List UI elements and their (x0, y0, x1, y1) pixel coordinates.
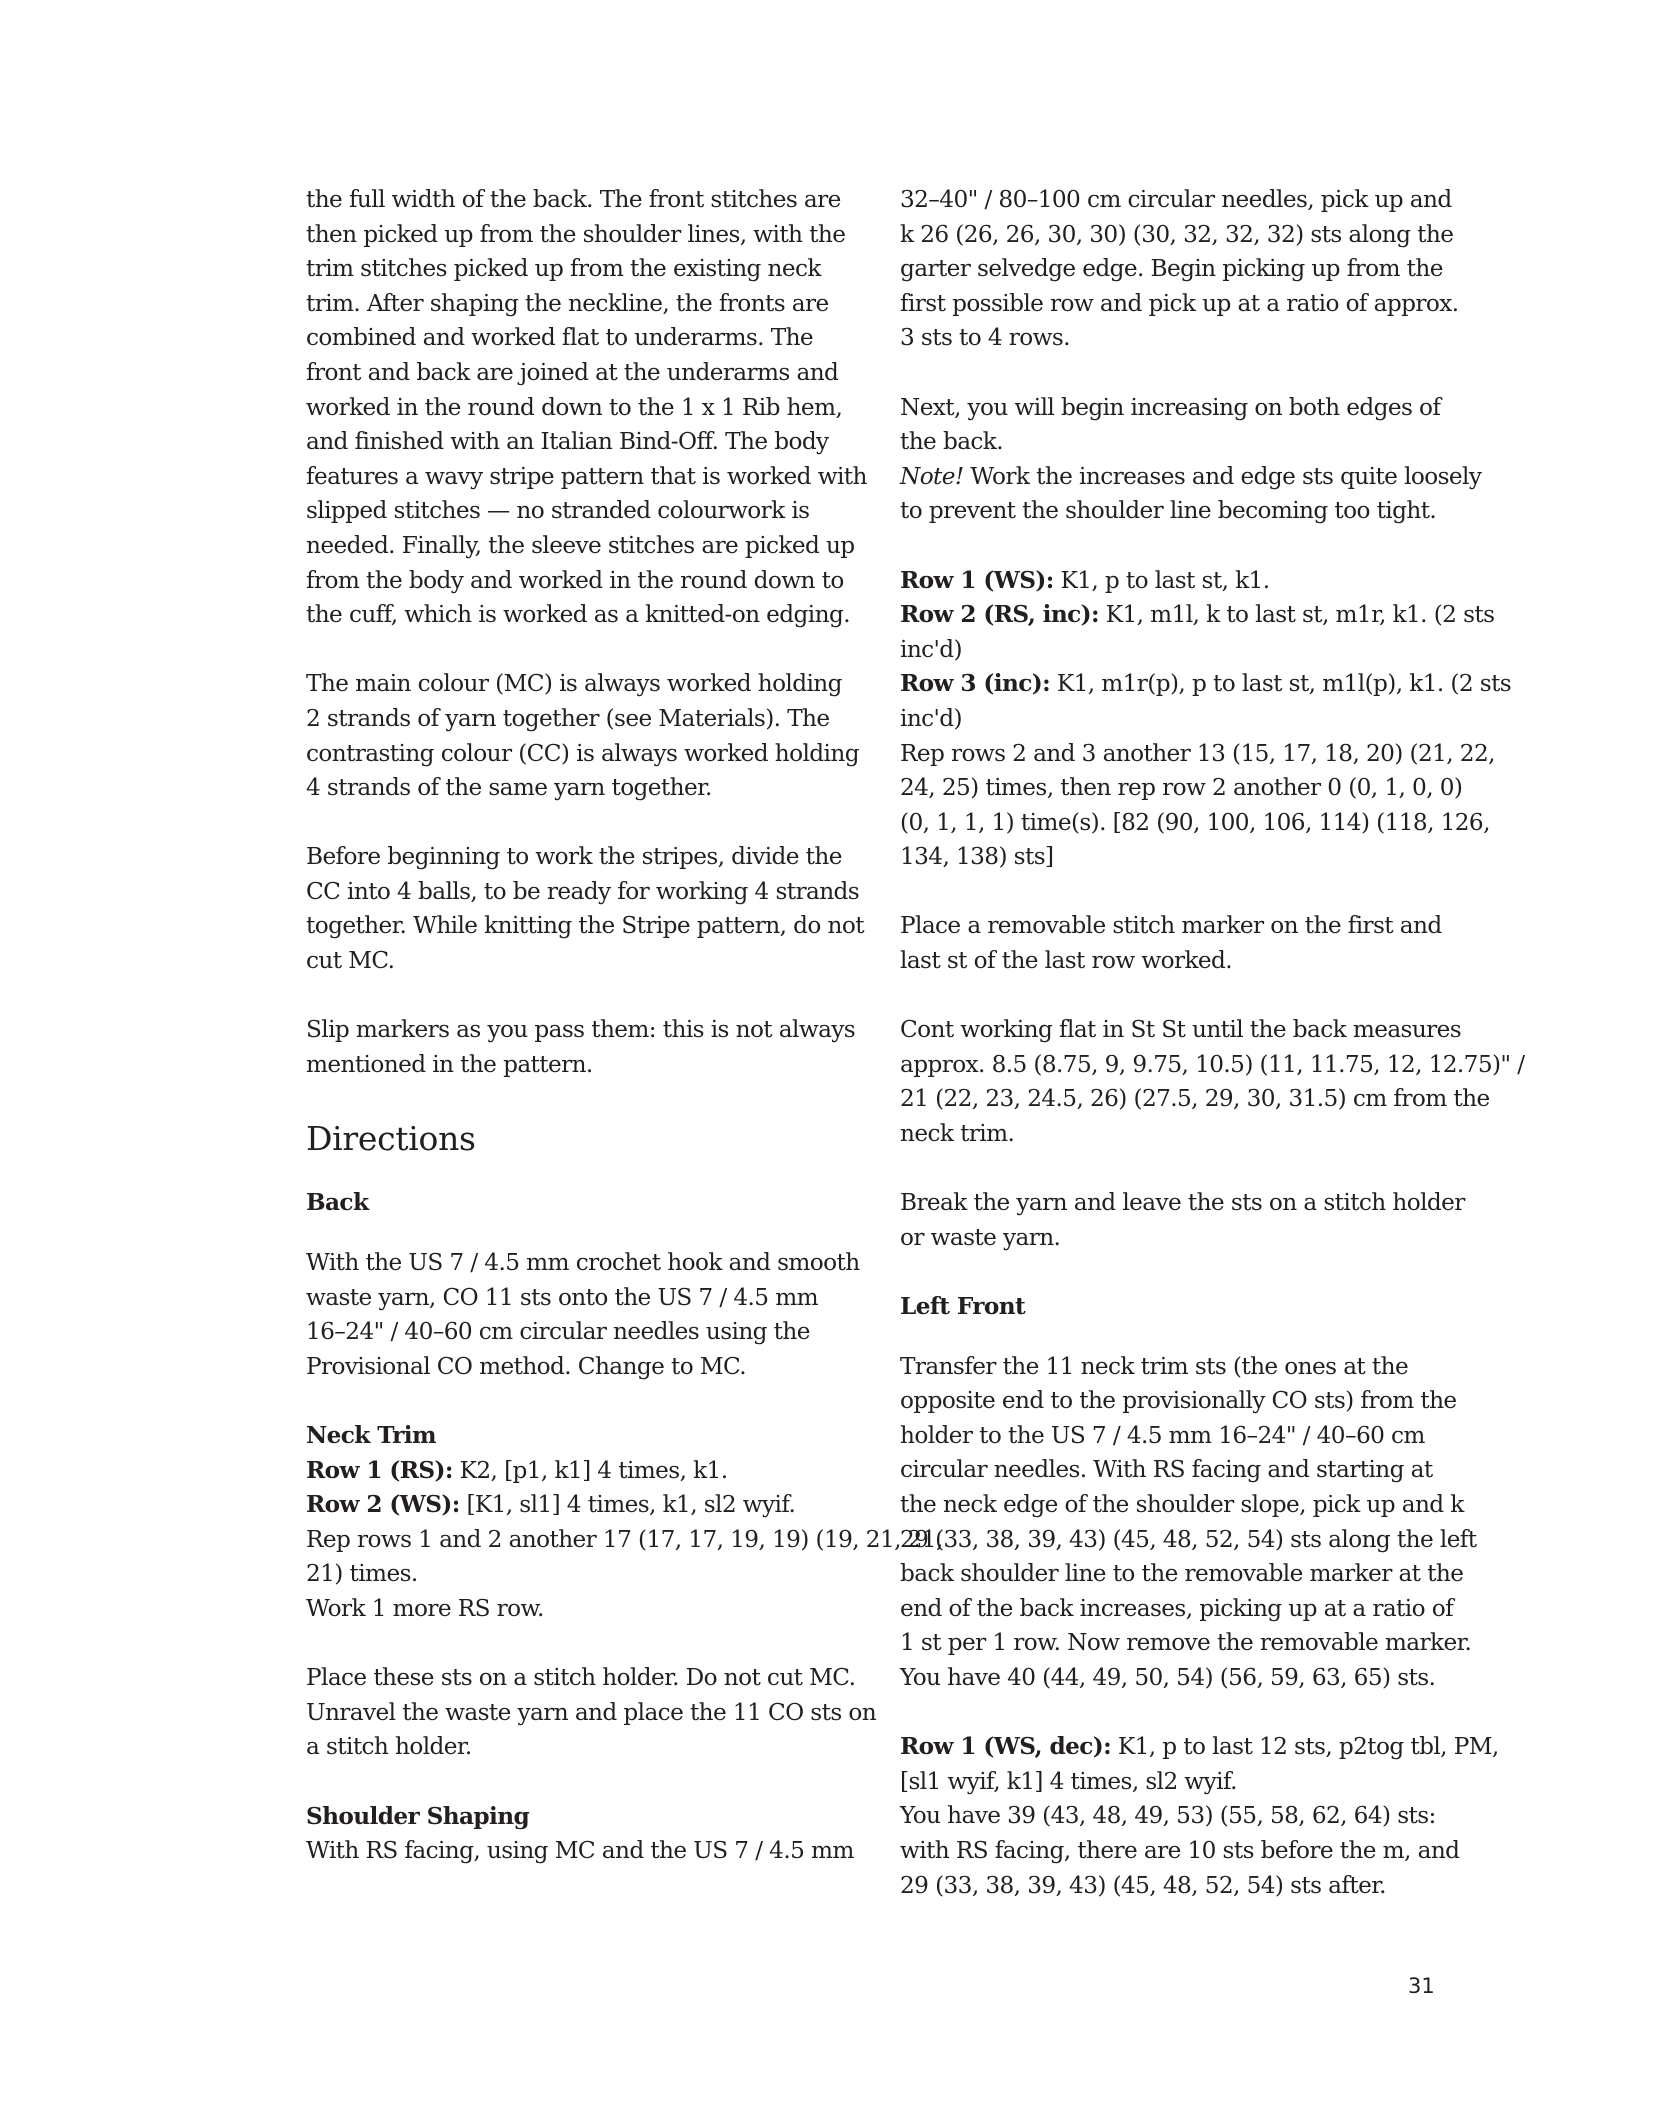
transfer-paragraph: Transfer the 11 neck trim sts (the ones at the opposite end to the provisionally CO sts) from the holder to the US 7 / 4.5 mm 16–24" / 40–60 cm circular needles. With RS facing and starting at the neck edge of the shoulder slope, pick up and k 29 (33, 38, 39, 43) (45, 48, 52, 54) sts along the left back shoulder line to the removable marker at the end of the back increases, picking up at a ratio of 1 st per 1 row. Now remove the removable marker. You have 40 (44, 49, 50, 54) (56, 59, 63, 65) sts. (900, 1352, 1477, 1691)
stripes-paragraph: Before beginning to work the stripes, divide the CC into 4 balls, to be ready for working 4 strands together. While knitting the Stripe pattern, do not cut MC. (306, 843, 864, 975)
row-3: Row 3 (inc): K1, m1r(p), p to last st, m1l(p), k1. (2 sts (900, 670, 1512, 698)
shoulder-shaping-heading: Shoulder Shaping (306, 1802, 530, 1830)
marker-paragraph: Place a removable stitch marker on the first and last st of the last row worked. (900, 912, 1442, 975)
break-paragraph: Break the yarn and leave the sts on a stitch holder or waste yarn. (900, 1189, 1465, 1251)
intro-paragraph: the full width of the back. The front stitches are then picked up from the shoulder lines, with the trim stitches picked up from the existing neck trim. After shaping the neckline, the fronts are combined and worked flat to underarms. The front and back are joined at the underarms and worked in the round down to the 1 x 1 Rib hem, and finished with an Italian Bind-Off. The body features a wavy stripe pattern that is worked with slipped stitches — no stranded colourwork is needed. Finally, the sleeve stitches are picked up from the body and worked in the round down to the cuff, which is worked as a knitted-on edging. (306, 186, 867, 629)
back-paragraph: With the US 7 / 4.5 mm crochet hook and smooth waste yarn, CO 11 sts onto the US 7 / 4.5 mm 16–24" / 40–60 cm circular needles using the Provisional CO method. Change to MC. (306, 1249, 860, 1380)
back-heading: Back (306, 1189, 369, 1217)
row-2: Row 2 (RS, inc): K1, m1l, k to last st, m1r, k1. (2 sts (900, 601, 1495, 629)
neck-row-2: Row 2 (WS): [K1, sl1] 4 times, k1, sl2 wyif. (306, 1491, 796, 1519)
right-column (900, 183, 1525, 1903)
shoulder-shaping-block: Shoulder Shaping With RS facing, using MC and the US 7 / 4.5 mm (306, 1802, 854, 1865)
left-column (306, 183, 943, 1869)
directions-heading: Directions (306, 1119, 476, 1159)
dec-row-1: Row 1 (WS, dec): K1, p to last 12 sts, p2tog tbl, PM, (900, 1733, 1499, 1761)
left-front-heading: Left Front (900, 1293, 1026, 1320)
cont-paragraph: Cont working flat in St St until the back measures approx. 8.5 (8.75, 9, 9.75, 10.5) (11, 11.75, 12, 12.75)" / 21 (22, 23, 24.5, 26) (27.5, 29, 30, 31.5) cm from the neck trim. (900, 1016, 1525, 1148)
holder-paragraph: Place these sts on a stitch holder. Do not cut MC. Unravel the waste yarn and place the 11 CO sts on a stitch holder. (306, 1664, 877, 1761)
markers-paragraph: Slip markers as you pass them: this is not always mentioned in the pattern. (306, 1016, 856, 1078)
row-1: Row 1 (WS): K1, p to last st, k1. (900, 566, 1270, 594)
neck-row-1: Row 1 (RS): K2, [p1, k1] 4 times, k1. (306, 1456, 728, 1484)
colour-paragraph: The main colour (MC) is always worked holding 2 strands of yarn together (see Materials). The contrasting colour (CC) is always worked holding 4 strands of the same yarn together. (306, 670, 859, 802)
neck-trim-heading: Neck Trim (306, 1422, 436, 1449)
pickup-paragraph: 32–40" / 80–100 cm circular needles, pick up and k 26 (26, 26, 30, 30) (30, 32, 32, 32) sts along the garter selvedge edge. Begin picking up from the first possible row and pick up at a ratio of approx. 3 sts to 4 rows. (900, 186, 1459, 352)
increase-paragraph: Next, you will begin increasing on both edges of the back. Note! Work the increases and edge sts quite loosely to prevent the shoulder line becoming too tight. (900, 393, 1482, 525)
note-line: Note! Work the increases and edge sts quite loosely (900, 462, 1482, 490)
page-number: 31 (1408, 1974, 1435, 1998)
dec-block: Row 1 (WS, dec): K1, p to last 12 sts, p2tog tbl, PM, [sl1 wyif, k1] 4 times, sl2 wyif. You have 39 (43, 48, 49, 53) (55, 58, 62, 64) sts: with RS facing, there are 10 sts before the m, and 29 (33, 38, 39, 43) (45, 48, 52, 54) sts after. (900, 1730, 1446, 1903)
neck-trim-block: Neck Trim Row 1 (RS): K2, [p1, k1] 4 times, k1. Row 2 (WS): [K1, sl1] 4 times, k1, sl2 wyif. Rep rows 1 and 2 another 17 (17, 17, 19, 19) (19, 21, 21, 21) times. Work 1 more RS row. (306, 1422, 943, 1622)
rows-block: Row 1 (WS): K1, p to last st, k1. Row 2 (RS, inc): K1, m1l, k to last st, m1r, k1. (2 sts inc'd) Row 3 (inc): K1, m1r(p), p to last st, m1l(p), k1. (2 sts inc'd) Rep rows 2 and 3 another 13 (15, 17, 18, 20) (21, 22, 24, 25) times, then rep row 2 another 0 (0, 1, 0, 0) (0, 1, 1, 1) time(s). [82 (90, 100, 106, 114) (118, 126, 134, 138) sts] (900, 564, 1446, 875)
